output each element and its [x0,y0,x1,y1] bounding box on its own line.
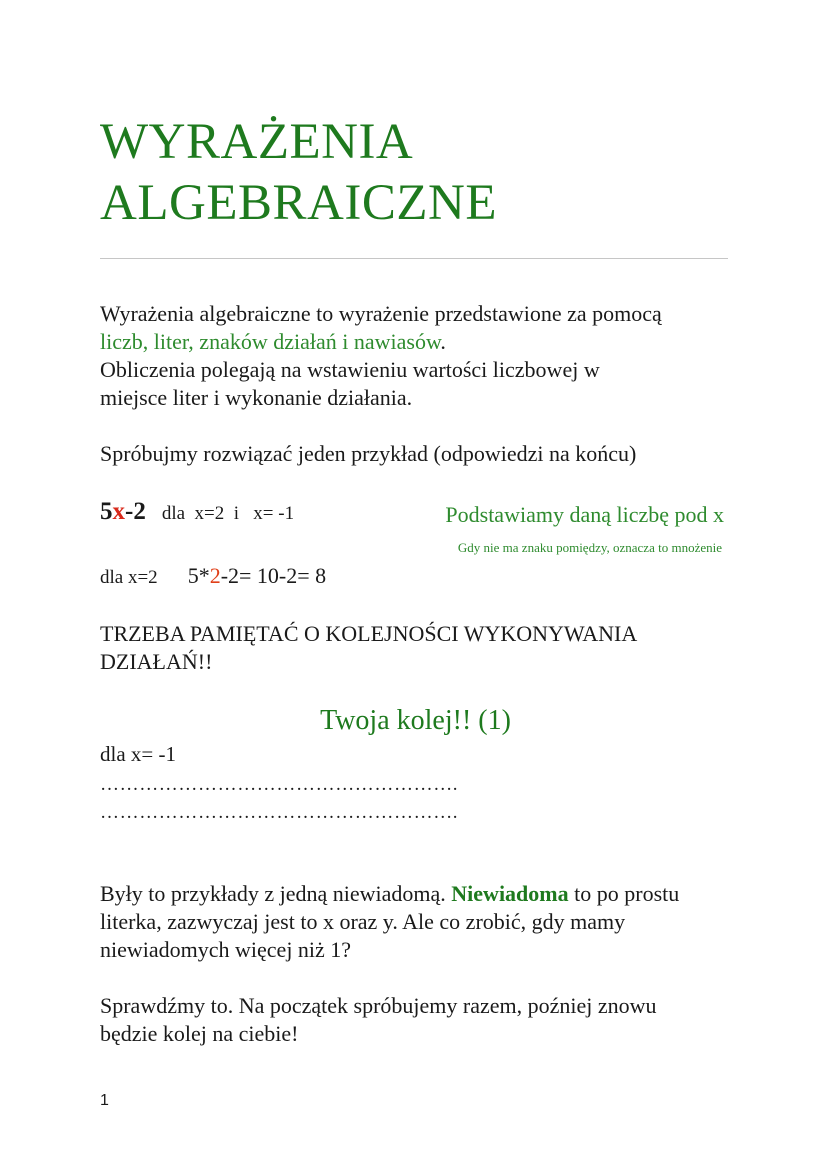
exercise-heading-text: Twoja kolej!! (1) [320,705,511,736]
unknowns-text-1: Były to przykłady z jedną niewiadomą. [100,881,452,906]
example-condition: dla x=2 i x= -1 [161,503,295,524]
page-number: 1 [100,1092,109,1109]
example-expression [100,498,146,525]
order-of-operations-warning: TRZEBA PAMIĘTAĆ O KOLEJNOŚCI WYKONYWANIA DZIAŁAŃ!! [100,621,637,674]
solution-part-1: 5* [187,563,210,588]
example-expression-line [100,498,294,526]
solution-steps [188,563,326,588]
expr-coefficient: 5 [100,498,113,525]
unknowns-text-2: to po prostu literka, zazwyczaj jest to x oraz y. Ale co zrobić, gdy mamy niewiadomych więcej niż 1? [100,881,680,962]
intro-text-3: Obliczenia polegają na wstawieniu wartości liczbowej w miejsce liter i wykonanie działania. [100,357,600,410]
intro-highlight: liczb, liter, znaków działań i nawiasów [100,329,441,354]
page-title [100,112,497,234]
example-solution [100,563,326,589]
title-divider [100,258,728,259]
unknowns-bold-term: Niewiadoma [451,881,569,906]
expr-variable: x [112,498,125,525]
intro-text-1: Wyrażenia algebraiczne to wyrażenie przedstawione za pomocą [100,301,662,326]
title-line-2: ALGEBRAICZNE [100,175,497,231]
example-hint: Podstawiamy daną liczbę pod x [445,502,724,527]
unknowns-paragraph [100,880,730,964]
multiplication-note: Gdy nie ma znaku pomiędzy, oznacza to mnożenie [457,540,722,555]
expr-constant: -2 [125,498,146,525]
solution-part-2: -2= 10-2= 8 [220,563,327,588]
answer-line-2: ………………………………………………. [100,802,459,823]
answer-line-1: ………………………………………………. [100,774,459,795]
exercise-heading [0,704,828,738]
try-example-text: Spróbujmy rozwiązać jeden przykład (odpowiedzi na końcu) [100,441,637,466]
intro-text-2: . [440,329,446,354]
solution-substituted: 2 [209,563,221,588]
exercise-condition: dla x= -1 [100,742,176,766]
intro-paragraph [100,300,670,412]
title-line-1: WYRAŻENIA [100,114,414,170]
closing-paragraph: Sprawdźmy to. Na początek spróbujemy razem, poźniej znowu będzie kolej na ciebie! [100,993,657,1046]
solution-label: dla x=2 [100,567,158,588]
